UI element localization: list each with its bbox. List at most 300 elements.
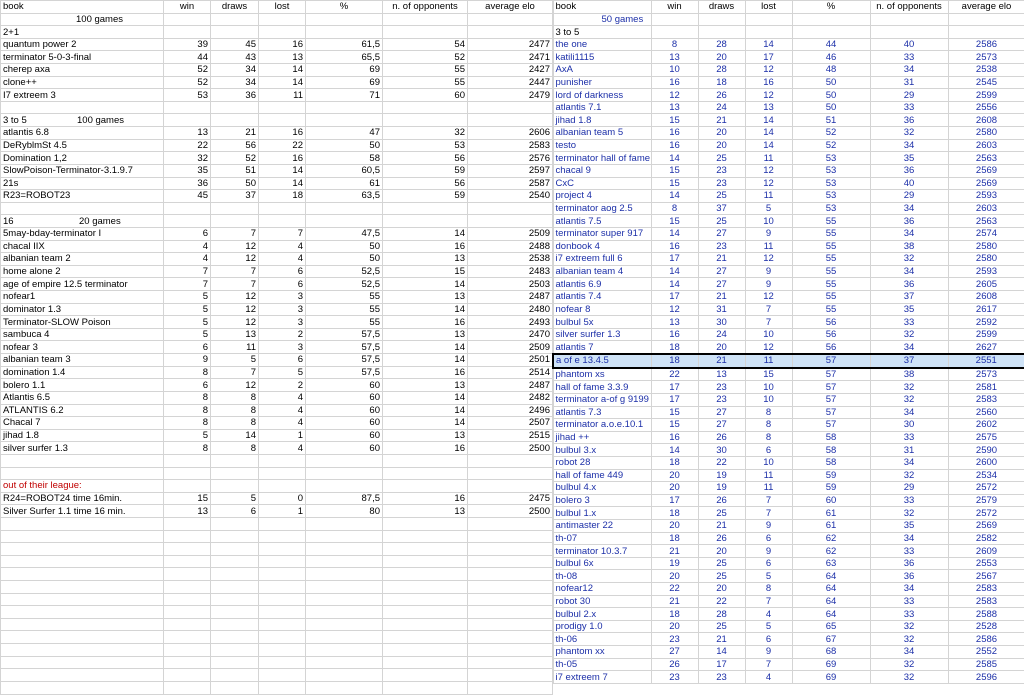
win-cell[interactable]: 52 (164, 76, 211, 89)
book-cell[interactable]: th-08 (553, 570, 651, 583)
opponents-cell[interactable]: 32 (870, 127, 948, 140)
percent-cell[interactable]: 59 (792, 469, 870, 482)
empty-cell[interactable] (383, 581, 468, 594)
book-cell[interactable]: silver surfer 1.3 (1, 442, 164, 455)
lost-cell[interactable]: 2 (259, 328, 306, 341)
win-cell[interactable]: 17 (651, 494, 698, 507)
percent-cell[interactable]: 61 (306, 177, 383, 190)
book-cell[interactable]: bulbul 6x (553, 557, 651, 570)
draws-cell[interactable]: 20 (698, 545, 745, 558)
elo-cell[interactable]: 2573 (948, 368, 1024, 381)
empty-cell[interactable] (468, 543, 553, 556)
empty-cell[interactable] (259, 517, 306, 530)
empty-cell[interactable] (870, 13, 948, 26)
draws-cell[interactable]: 12 (211, 291, 259, 304)
elo-cell[interactable]: 2534 (948, 469, 1024, 482)
book-cell[interactable]: phantom xx (553, 646, 651, 659)
draws-cell[interactable]: 5 (211, 492, 259, 505)
empty-cell[interactable] (1, 656, 164, 669)
elo-cell[interactable]: 2627 (948, 341, 1024, 354)
empty-cell[interactable] (468, 631, 553, 644)
opponents-cell[interactable]: 32 (870, 658, 948, 671)
draws-cell[interactable]: 26 (698, 431, 745, 444)
win-cell[interactable]: 5 (164, 291, 211, 304)
empty-cell[interactable] (1, 581, 164, 594)
header-book-cell[interactable]: book (553, 1, 651, 14)
elo-cell[interactable]: 2487 (468, 379, 553, 392)
empty-cell[interactable] (306, 480, 383, 493)
opponents-cell[interactable]: 15 (383, 265, 468, 278)
empty-cell[interactable] (259, 669, 306, 682)
win-cell[interactable]: 4 (164, 240, 211, 253)
draws-cell[interactable]: 27 (698, 419, 745, 432)
book-cell[interactable]: domination 1.4 (1, 366, 164, 379)
empty-cell[interactable] (211, 101, 259, 114)
opponents-cell[interactable]: 36 (870, 557, 948, 570)
elo-cell[interactable]: 2480 (468, 303, 553, 316)
lost-cell[interactable]: 7 (745, 507, 792, 520)
empty-cell[interactable] (383, 656, 468, 669)
opponents-cell[interactable]: 29 (870, 89, 948, 102)
book-cell[interactable]: ATLANTIS 6.2 (1, 404, 164, 417)
win-cell[interactable]: 20 (651, 570, 698, 583)
empty-cell[interactable] (164, 202, 211, 215)
lost-cell[interactable]: 9 (745, 278, 792, 291)
lost-cell[interactable]: 12 (745, 291, 792, 304)
book-cell[interactable]: katili1115 (553, 51, 651, 64)
empty-cell[interactable] (306, 101, 383, 114)
win-cell[interactable]: 16 (651, 139, 698, 152)
lost-cell[interactable]: 7 (745, 303, 792, 316)
percent-cell[interactable]: 47,5 (306, 227, 383, 240)
book-cell[interactable]: bulbul 2.x (553, 608, 651, 621)
empty-cell[interactable] (211, 13, 259, 26)
empty-cell[interactable] (792, 13, 870, 26)
opponents-cell[interactable]: 29 (870, 190, 948, 203)
opponents-cell[interactable]: 33 (870, 545, 948, 558)
empty-cell[interactable] (745, 13, 792, 26)
percent-cell[interactable]: 64 (792, 583, 870, 596)
elo-cell[interactable]: 2617 (948, 303, 1024, 316)
lost-cell[interactable]: 11 (745, 482, 792, 495)
percent-cell[interactable]: 55 (306, 303, 383, 316)
book-cell[interactable]: robot 28 (553, 456, 651, 469)
elo-cell[interactable]: 2487 (468, 291, 553, 304)
elo-cell[interactable]: 2605 (948, 278, 1024, 291)
elo-cell[interactable]: 2482 (468, 391, 553, 404)
opponents-cell[interactable]: 14 (383, 391, 468, 404)
empty-cell[interactable] (1, 467, 164, 480)
win-cell[interactable]: 5 (164, 303, 211, 316)
percent-cell[interactable]: 55 (792, 303, 870, 316)
percent-cell[interactable]: 68 (792, 646, 870, 659)
percent-cell[interactable]: 60 (306, 429, 383, 442)
book-cell[interactable]: testo (553, 139, 651, 152)
book-cell[interactable]: atlantis 6.8 (1, 127, 164, 140)
draws-cell[interactable]: 5 (211, 354, 259, 367)
elo-cell[interactable]: 2600 (948, 456, 1024, 469)
empty-cell[interactable] (211, 467, 259, 480)
book-cell[interactable]: terminator a-of g 9199 (553, 393, 651, 406)
empty-cell[interactable] (164, 606, 211, 619)
lost-cell[interactable]: 6 (259, 265, 306, 278)
empty-cell[interactable] (698, 13, 745, 26)
empty-cell[interactable] (651, 26, 698, 39)
empty-cell[interactable] (468, 669, 553, 682)
empty-cell[interactable] (468, 555, 553, 568)
opponents-cell[interactable]: 33 (870, 316, 948, 329)
elo-cell[interactable]: 2479 (468, 89, 553, 102)
empty-cell[interactable] (306, 568, 383, 581)
empty-cell[interactable] (259, 568, 306, 581)
opponents-cell[interactable]: 56 (383, 177, 468, 190)
draws-cell[interactable]: 24 (698, 101, 745, 114)
opponents-cell[interactable]: 37 (870, 354, 948, 368)
empty-cell[interactable] (211, 215, 259, 228)
win-cell[interactable]: 22 (651, 583, 698, 596)
empty-cell[interactable] (306, 618, 383, 631)
empty-cell[interactable] (164, 13, 211, 26)
win-cell[interactable]: 13 (164, 505, 211, 518)
percent-cell[interactable]: 59 (792, 482, 870, 495)
lost-cell[interactable]: 10 (745, 215, 792, 228)
elo-cell[interactable]: 2576 (468, 152, 553, 165)
draws-cell[interactable]: 14 (698, 646, 745, 659)
book-cell[interactable]: i7 extreem full 6 (553, 253, 651, 266)
empty-cell[interactable] (211, 631, 259, 644)
empty-cell[interactable] (1, 517, 164, 530)
empty-cell[interactable] (306, 202, 383, 215)
draws-cell[interactable]: 56 (211, 139, 259, 152)
elo-cell[interactable]: 2580 (948, 127, 1024, 140)
section-label[interactable]: 3 to 5 (553, 26, 651, 39)
opponents-cell[interactable]: 34 (870, 227, 948, 240)
empty-cell[interactable] (468, 215, 553, 228)
lost-cell[interactable]: 3 (259, 341, 306, 354)
lost-cell[interactable]: 5 (745, 202, 792, 215)
percent-cell[interactable]: 60 (306, 404, 383, 417)
empty-cell[interactable] (211, 480, 259, 493)
opponents-cell[interactable]: 14 (383, 341, 468, 354)
draws-cell[interactable]: 23 (698, 240, 745, 253)
lost-cell[interactable]: 12 (745, 164, 792, 177)
draws-cell[interactable]: 7 (211, 278, 259, 291)
empty-cell[interactable] (383, 631, 468, 644)
empty-cell[interactable] (468, 517, 553, 530)
empty-cell[interactable] (259, 606, 306, 619)
opponents-cell[interactable]: 14 (383, 417, 468, 430)
book-cell[interactable]: atlantis 6.9 (553, 278, 651, 291)
lost-cell[interactable]: 6 (259, 354, 306, 367)
percent-cell[interactable]: 52,5 (306, 265, 383, 278)
lost-cell[interactable]: 4 (745, 608, 792, 621)
win-cell[interactable]: 21 (651, 545, 698, 558)
empty-cell[interactable] (468, 26, 553, 39)
percent-cell[interactable]: 67 (792, 633, 870, 646)
elo-cell[interactable]: 2609 (948, 545, 1024, 558)
draws-cell[interactable]: 12 (211, 303, 259, 316)
empty-cell[interactable] (259, 101, 306, 114)
lost-cell[interactable]: 11 (745, 240, 792, 253)
empty-cell[interactable] (383, 517, 468, 530)
lost-cell[interactable]: 16 (259, 152, 306, 165)
opponents-cell[interactable]: 36 (870, 215, 948, 228)
opponents-cell[interactable]: 35 (870, 303, 948, 316)
win-cell[interactable]: 52 (164, 64, 211, 77)
win-cell[interactable]: 13 (651, 101, 698, 114)
header-elo-cell[interactable]: average elo (948, 1, 1024, 14)
lost-cell[interactable]: 6 (745, 532, 792, 545)
book-cell[interactable]: terminator hall of fame (553, 152, 651, 165)
lost-cell[interactable]: 3 (259, 316, 306, 329)
empty-cell[interactable] (1, 101, 164, 114)
book-cell[interactable]: bulbul 5x (553, 316, 651, 329)
empty-cell[interactable] (383, 681, 468, 694)
elo-cell[interactable]: 2503 (468, 278, 553, 291)
book-cell[interactable]: cherep axa (1, 64, 164, 77)
opponents-cell[interactable]: 32 (870, 328, 948, 341)
empty-cell[interactable] (211, 606, 259, 619)
percent-cell[interactable]: 56 (792, 341, 870, 354)
draws-cell[interactable]: 8 (211, 442, 259, 455)
win-cell[interactable]: 8 (164, 417, 211, 430)
empty-cell[interactable] (306, 517, 383, 530)
empty-cell[interactable] (306, 593, 383, 606)
draws-cell[interactable]: 24 (698, 328, 745, 341)
elo-cell[interactable]: 2563 (948, 215, 1024, 228)
draws-cell[interactable]: 34 (211, 76, 259, 89)
empty-cell[interactable] (1, 669, 164, 682)
empty-cell[interactable] (259, 618, 306, 631)
book-cell[interactable]: nofear1 (1, 291, 164, 304)
win-cell[interactable]: 18 (651, 507, 698, 520)
draws-cell[interactable]: 21 (698, 114, 745, 127)
elo-cell[interactable]: 2573 (948, 51, 1024, 64)
empty-cell[interactable] (211, 644, 259, 657)
elo-cell[interactable]: 2509 (468, 341, 553, 354)
empty-cell[interactable] (164, 568, 211, 581)
percent-cell[interactable]: 55 (792, 227, 870, 240)
percent-cell[interactable]: 57 (792, 419, 870, 432)
empty-cell[interactable] (1, 454, 164, 467)
win-cell[interactable]: 14 (651, 444, 698, 457)
draws-cell[interactable]: 18 (698, 76, 745, 89)
empty-cell[interactable] (306, 13, 383, 26)
opponents-cell[interactable]: 33 (870, 608, 948, 621)
percent-cell[interactable]: 57,5 (306, 354, 383, 367)
percent-cell[interactable]: 69 (792, 671, 870, 684)
empty-cell[interactable] (468, 681, 553, 694)
elo-cell[interactable]: 2501 (468, 354, 553, 367)
book-cell[interactable]: Atlantis 6.5 (1, 391, 164, 404)
book-cell[interactable]: punisher (553, 76, 651, 89)
lost-cell[interactable]: 9 (745, 227, 792, 240)
book-cell[interactable]: 21s (1, 177, 164, 190)
empty-cell[interactable] (259, 631, 306, 644)
book-cell[interactable]: jihad 1.8 (553, 114, 651, 127)
opponents-cell[interactable]: 32 (870, 633, 948, 646)
empty-cell[interactable] (306, 631, 383, 644)
percent-cell[interactable]: 52 (792, 127, 870, 140)
draws-cell[interactable]: 22 (698, 595, 745, 608)
empty-cell[interactable] (383, 530, 468, 543)
draws-cell[interactable]: 20 (698, 51, 745, 64)
empty-cell[interactable] (211, 669, 259, 682)
book-cell[interactable]: albanian team 2 (1, 253, 164, 266)
draws-cell[interactable]: 25 (698, 557, 745, 570)
book-cell[interactable]: bolero 3 (553, 494, 651, 507)
book-cell[interactable]: sambuca 4 (1, 328, 164, 341)
win-cell[interactable]: 15 (651, 164, 698, 177)
draws-cell[interactable]: 51 (211, 164, 259, 177)
opponents-cell[interactable]: 32 (870, 393, 948, 406)
opponents-cell[interactable]: 13 (383, 328, 468, 341)
elo-cell[interactable]: 2569 (948, 519, 1024, 532)
opponents-cell[interactable]: 60 (383, 89, 468, 102)
lost-cell[interactable]: 14 (745, 127, 792, 140)
opponents-cell[interactable]: 38 (870, 368, 948, 381)
empty-cell[interactable] (1, 543, 164, 556)
empty-cell[interactable] (792, 26, 870, 39)
book-cell[interactable]: terminator 10.3.7 (553, 545, 651, 558)
opponents-cell[interactable]: 35 (870, 519, 948, 532)
elo-cell[interactable]: 2483 (468, 265, 553, 278)
win-cell[interactable]: 18 (651, 608, 698, 621)
opponents-cell[interactable]: 14 (383, 404, 468, 417)
empty-cell[interactable] (164, 517, 211, 530)
win-cell[interactable]: 20 (651, 620, 698, 633)
lost-cell[interactable]: 7 (745, 494, 792, 507)
empty-cell[interactable] (306, 467, 383, 480)
book-cell[interactable]: albanian team 3 (1, 354, 164, 367)
win-cell[interactable]: 7 (164, 278, 211, 291)
lost-cell[interactable]: 14 (259, 76, 306, 89)
empty-cell[interactable] (383, 467, 468, 480)
elo-cell[interactable]: 2572 (948, 507, 1024, 520)
elo-cell[interactable]: 2596 (948, 671, 1024, 684)
empty-cell[interactable] (651, 13, 698, 26)
opponents-cell[interactable]: 38 (870, 240, 948, 253)
empty-cell[interactable] (259, 593, 306, 606)
lost-cell[interactable]: 11 (745, 152, 792, 165)
percent-cell[interactable]: 57 (792, 406, 870, 419)
win-cell[interactable]: 26 (651, 658, 698, 671)
win-cell[interactable]: 39 (164, 38, 211, 51)
opponents-cell[interactable]: 32 (870, 507, 948, 520)
elo-cell[interactable]: 2552 (948, 646, 1024, 659)
percent-cell[interactable]: 57 (792, 381, 870, 394)
elo-cell[interactable]: 2580 (948, 253, 1024, 266)
draws-cell[interactable]: 50 (211, 177, 259, 190)
lost-cell[interactable]: 12 (745, 341, 792, 354)
lost-cell[interactable]: 12 (745, 64, 792, 77)
empty-cell[interactable] (259, 656, 306, 669)
draws-cell[interactable]: 30 (698, 316, 745, 329)
win-cell[interactable]: 16 (651, 240, 698, 253)
draws-cell[interactable]: 43 (211, 51, 259, 64)
opponents-cell[interactable]: 40 (870, 177, 948, 190)
elo-cell[interactable]: 2553 (948, 557, 1024, 570)
elo-cell[interactable]: 2569 (948, 177, 1024, 190)
draws-cell[interactable]: 21 (698, 253, 745, 266)
book-cell[interactable]: 5may-bday-terminator I (1, 227, 164, 240)
win-cell[interactable]: 13 (651, 316, 698, 329)
book-cell[interactable]: terminator aog 2.5 (553, 202, 651, 215)
elo-cell[interactable]: 2545 (948, 76, 1024, 89)
empty-cell[interactable] (164, 215, 211, 228)
empty-cell[interactable] (468, 101, 553, 114)
percent-cell[interactable]: 46 (792, 51, 870, 64)
opponents-cell[interactable]: 32 (870, 381, 948, 394)
lost-cell[interactable]: 7 (745, 316, 792, 329)
book-cell[interactable]: nofear 3 (1, 341, 164, 354)
win-cell[interactable]: 20 (651, 519, 698, 532)
draws-cell[interactable]: 34 (211, 64, 259, 77)
draws-cell[interactable]: 28 (698, 38, 745, 51)
empty-cell[interactable] (306, 555, 383, 568)
book-cell[interactable]: nofear12 (553, 583, 651, 596)
lost-cell[interactable]: 5 (745, 570, 792, 583)
empty-cell[interactable] (259, 26, 306, 39)
elo-cell[interactable]: 2538 (468, 253, 553, 266)
empty-cell[interactable] (468, 606, 553, 619)
elo-cell[interactable]: 2509 (468, 227, 553, 240)
opponents-cell[interactable]: 14 (383, 227, 468, 240)
empty-cell[interactable] (164, 581, 211, 594)
percent-cell[interactable]: 87,5 (306, 492, 383, 505)
lost-cell[interactable]: 16 (259, 38, 306, 51)
percent-cell[interactable]: 58 (792, 456, 870, 469)
percent-cell[interactable]: 61 (792, 519, 870, 532)
percent-cell[interactable]: 61,5 (306, 38, 383, 51)
draws-cell[interactable]: 20 (698, 583, 745, 596)
elo-cell[interactable]: 2470 (468, 328, 553, 341)
draws-cell[interactable]: 19 (698, 469, 745, 482)
win-cell[interactable]: 23 (651, 633, 698, 646)
elo-cell[interactable]: 2593 (948, 265, 1024, 278)
opponents-cell[interactable]: 37 (870, 291, 948, 304)
win-cell[interactable]: 44 (164, 51, 211, 64)
empty-cell[interactable] (383, 215, 468, 228)
book-cell[interactable]: atlantis 7 (553, 341, 651, 354)
empty-cell[interactable] (259, 202, 306, 215)
elo-cell[interactable]: 2593 (948, 190, 1024, 203)
draws-cell[interactable]: 21 (698, 633, 745, 646)
elo-cell[interactable]: 2579 (948, 494, 1024, 507)
lost-cell[interactable]: 8 (745, 431, 792, 444)
book-cell[interactable]: terminator super 917 (553, 227, 651, 240)
opponents-cell[interactable]: 32 (870, 671, 948, 684)
percent-cell[interactable]: 44 (792, 38, 870, 51)
opponents-cell[interactable]: 14 (383, 303, 468, 316)
empty-cell[interactable] (259, 13, 306, 26)
empty-cell[interactable] (259, 215, 306, 228)
elo-cell[interactable]: 2583 (948, 393, 1024, 406)
percent-cell[interactable]: 51 (792, 114, 870, 127)
elo-cell[interactable]: 2538 (948, 64, 1024, 77)
empty-cell[interactable] (1, 631, 164, 644)
opponents-cell[interactable]: 34 (870, 139, 948, 152)
draws-cell[interactable]: 25 (698, 190, 745, 203)
section-label[interactable]: 2+1 (1, 26, 164, 39)
opponents-cell[interactable]: 56 (383, 152, 468, 165)
book-cell[interactable]: R23=ROBOT23 (1, 190, 164, 203)
empty-cell[interactable] (259, 543, 306, 556)
win-cell[interactable]: 6 (164, 379, 211, 392)
lost-cell[interactable]: 17 (745, 51, 792, 64)
draws-cell[interactable]: 36 (211, 89, 259, 102)
opponents-cell[interactable]: 29 (870, 482, 948, 495)
